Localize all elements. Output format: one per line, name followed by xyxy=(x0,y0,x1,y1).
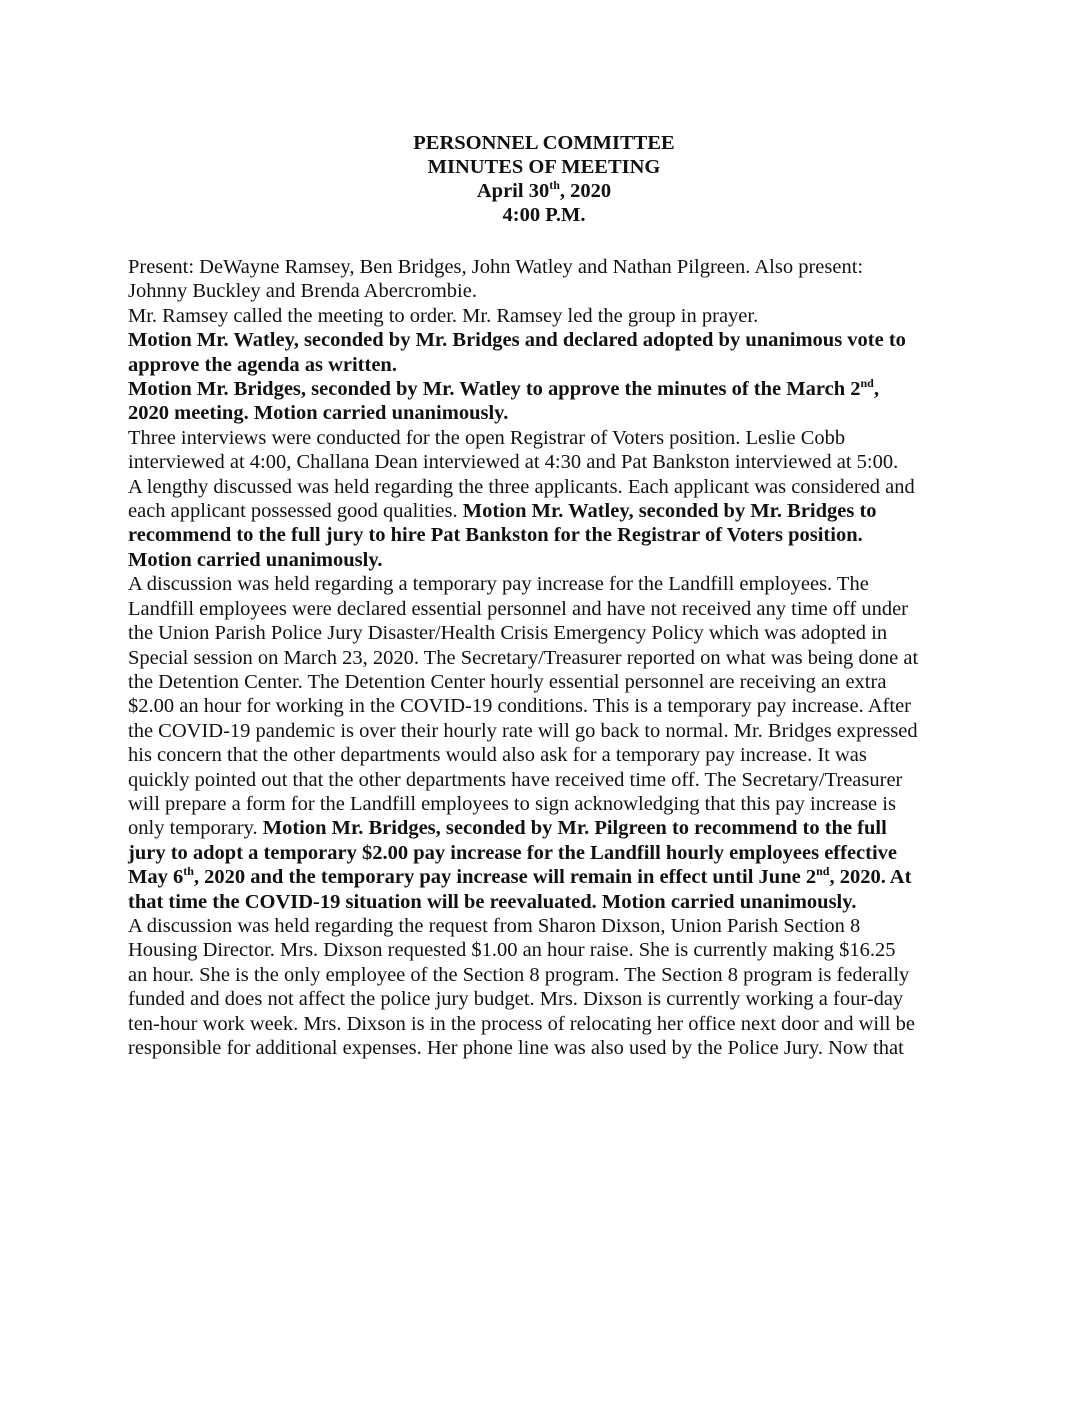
landfill-text: only temporary. xyxy=(128,817,263,840)
landfill-motion-text: , 2020 and the temporary pay increase will remain in effect until June 2 xyxy=(193,866,817,889)
applicants-line: Motion carried unanimously. xyxy=(128,548,383,571)
document-body xyxy=(128,255,960,1060)
motion-minutes-line: 2020 meeting. Motion carried unanimously. xyxy=(128,402,509,425)
meeting-date-year: , 2020 xyxy=(559,180,612,202)
motion-agenda-line: Motion Mr. Watley, seconded by Mr. Bridges and declared adopted by unanimous vote to xyxy=(128,329,906,352)
section8-line: responsible for additional expenses. Her phone line was also used by the Police Jury. Now that xyxy=(128,1037,904,1059)
landfill-line: $2.00 an hour for working in the COVID-19 conditions. This is a temporary pay increase. After xyxy=(128,695,912,718)
ordinal-suffix: nd xyxy=(860,376,874,391)
section8-line: ten-hour work week. Mrs. Dixson is in the process of relocating her office next door and will be xyxy=(128,1012,915,1035)
meeting-date xyxy=(0,179,1088,203)
section8-paragraph xyxy=(128,914,960,1060)
section8-line: funded and does not affect the police jury budget. Mrs. Dixson is currently working a four-day xyxy=(128,988,904,1011)
landfill-line: that time the COVID-19 situation will be reevaluated. Motion carried unanimously. xyxy=(128,890,857,913)
meeting-date-suffix: th xyxy=(549,178,560,193)
landfill-line: his concern that the other departments would also ask for a temporary pay increase. It was xyxy=(128,744,867,767)
ordinal-suffix: nd xyxy=(816,864,830,879)
motion-minutes-line xyxy=(128,377,960,401)
document-header xyxy=(0,131,1088,227)
call-to-order-paragraph xyxy=(128,304,960,328)
minutes-title: MINUTES OF MEETING xyxy=(427,156,661,178)
interviews-paragraph xyxy=(128,426,960,475)
section8-line: Housing Director. Mrs. Dixson requested $1.00 an hour raise. She is currently making $16.25 xyxy=(128,939,896,962)
landfill-line xyxy=(128,816,960,840)
motion-agenda-paragraph xyxy=(128,328,960,377)
motion-minutes-text: Motion Mr. Bridges, seconded by Mr. Watley to approve the minutes of the March 2 xyxy=(128,378,861,401)
applicants-text: each applicant possessed good qualities. xyxy=(128,500,463,523)
applicants-motion-text: Motion Mr. Watley, seconded by Mr. Bridges to xyxy=(462,500,877,523)
interviews-line: interviewed at 4:00, Challana Dean interviewed at 4:30 and Pat Bankston interviewed at 5:00. xyxy=(128,451,899,474)
applicants-line: recommend to the full jury to hire Pat Bankston for the Registrar of Voters position. xyxy=(128,524,863,547)
attendance-line: Johnny Buckley and Brenda Abercrombie. xyxy=(128,280,477,303)
motion-agenda-line: approve the agenda as written. xyxy=(128,353,397,376)
landfill-motion-text: May 6 xyxy=(128,866,184,889)
landfill-motion-text: Motion Mr. Bridges, seconded by Mr. Pilgreen to recommend to the full xyxy=(262,817,887,840)
landfill-line: the COVID-19 pandemic is over their hourly rate will go back to normal. Mr. Bridges expressed xyxy=(128,719,918,742)
section8-line: an hour. She is the only employee of the Section 8 program. The Section 8 program is federally xyxy=(128,963,910,986)
interviews-line: Three interviews were conducted for the open Registrar of Voters position. Leslie Cobb xyxy=(128,426,846,449)
attendance-line: Present: DeWayne Ramsey, Ben Bridges, John Watley and Nathan Pilgreen. Also present: xyxy=(128,256,864,278)
meeting-time: 4:00 P.M. xyxy=(502,204,586,226)
landfill-line: Special session on March 23, 2020. The Secretary/Treasurer reported on what was being done at xyxy=(128,646,919,669)
meeting-date-main: April 30 xyxy=(476,180,550,202)
section8-line: A discussion was held regarding the request from Sharon Dixson, Union Parish Section 8 xyxy=(128,914,861,937)
landfill-line: will prepare a form for the Landfill employees to sign acknowledging that this pay increase is xyxy=(128,792,896,815)
landfill-paragraph xyxy=(128,572,960,914)
motion-minutes-paragraph xyxy=(128,377,960,426)
committee-title: PERSONNEL COMMITTEE xyxy=(413,132,675,154)
landfill-line: the Detention Center. The Detention Center hourly essential personnel are receiving an extra xyxy=(128,670,887,693)
landfill-line: jury to adopt a temporary $2.00 pay increase for the Landfill hourly employees effective xyxy=(128,841,898,864)
landfill-line: the Union Parish Police Jury Disaster/Health Crisis Emergency Policy which was adopted in xyxy=(128,622,888,645)
applicants-paragraph xyxy=(128,475,960,573)
applicants-line: A lengthy discussed was held regarding the three applicants. Each applicant was considered and xyxy=(128,475,915,498)
landfill-motion-text: , 2020. At xyxy=(829,866,912,889)
landfill-line xyxy=(128,865,960,889)
motion-minutes-comma: , xyxy=(873,378,879,401)
call-to-order-line: Mr. Ramsey called the meeting to order. Mr. Ramsey led the group in prayer. xyxy=(128,304,759,327)
applicants-line xyxy=(128,499,960,523)
ordinal-suffix: th xyxy=(183,864,194,879)
attendance-paragraph xyxy=(128,255,960,304)
landfill-line: quickly pointed out that the other departments have received time off. The Secretary/Treasurer xyxy=(128,768,903,791)
landfill-line: Landfill employees were declared essential personnel and have not received any time off under xyxy=(128,597,909,620)
landfill-line: A discussion was held regarding a temporary pay increase for the Landfill employees. The xyxy=(128,573,869,596)
